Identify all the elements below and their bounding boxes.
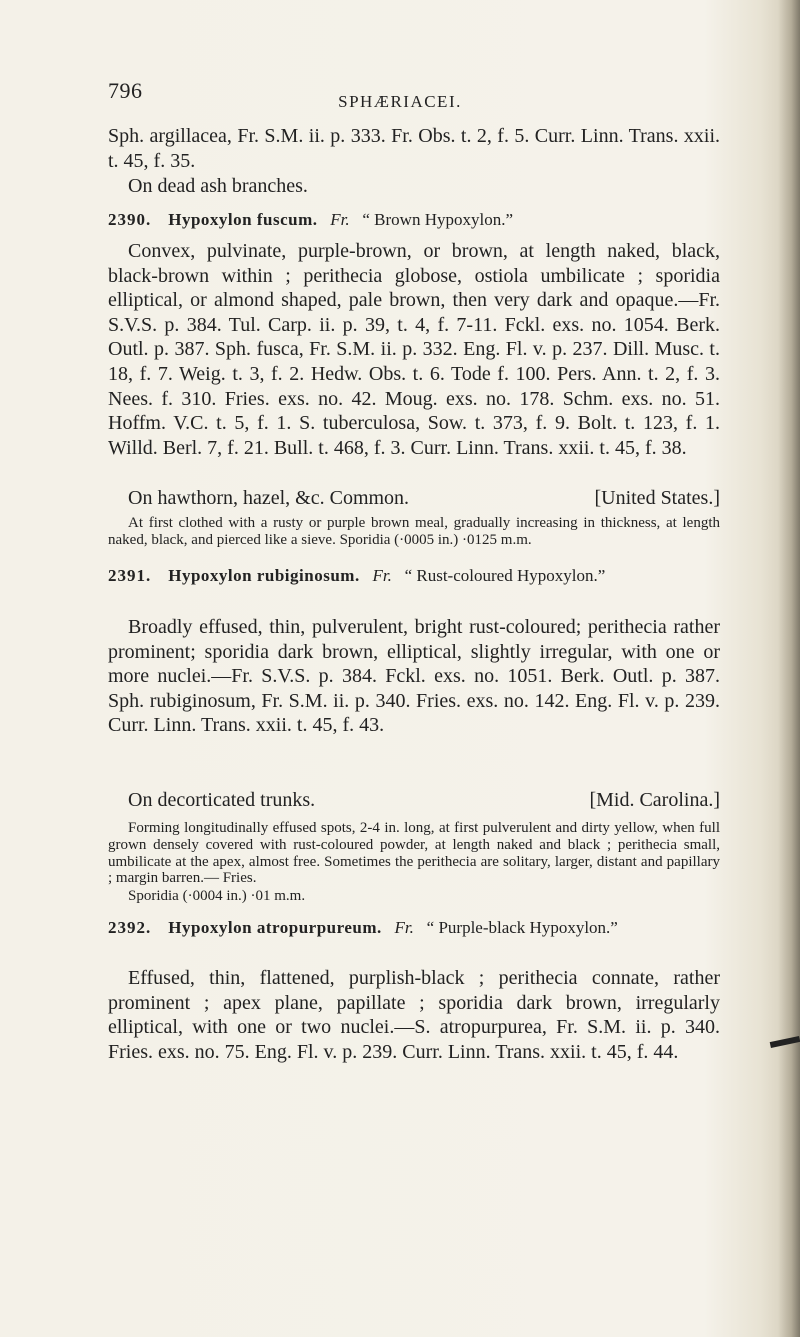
page-number: 796 (108, 78, 143, 103)
habitat-text: On hawthorn, hazel, &c. Common. (128, 487, 410, 509)
running-head: SPHÆRIACEI. (338, 92, 462, 111)
species-entry-2390 (108, 210, 720, 230)
entry-number: 2390. (108, 210, 152, 229)
note-paragraph: Forming longitudinally effused spots, 2-4 in. long, at first pulverulent and dirty yellow, when full grown densely covered with rust-coloured powder, at length naked and black ; perithecia small, umbilicate at the apex, almost free. Sometimes the perithecia are solitary, larger, distant and papillary ; margin barren.— Fries. (108, 820, 720, 887)
species-description: Convex, pulvinate, purple-brown, or brown, at length naked, black, black-brown within ; perithecia globose, ostiola umbilicate ; sporidia elliptical, or almond shaped, pale brown, then very dark and opaque.—Fr. S.V.S. p. 384. Tul. Carp. ii. p. 39, t. 4, f. 7-11. Fckl. exs. no. 1054. Berk. Outl. p. 387. Sph. fusca, Fr. S.M. ii. p. 332. Eng. Fl. v. p. 237. Dill. Musc. t. 18, f. 7. Weig. t. 3, f. 2. Hedw. Obs. t. 6. Tode f. 100. Pers. Ann. t. 2, f. 3. Nees. f. 310. Fries. exs. no. 42. Moug. exs. no. 178. Schm. exs. no. 51. Hoffm. V.C. t. 5, f. 1. S. tuberculosa, Sow. t. 373, f. 9. Bolt. t. 123, f. 1. Willd. Berl. 7, f. 21. Bull. t. 468, f. 3. Curr. Linn. Trans. xxii. t. 45, f. 38. (108, 240, 720, 459)
species-entry-2391 (108, 566, 720, 586)
entry-number: 2392. (108, 918, 152, 937)
page-edge-shadow (778, 0, 800, 1337)
entry-number: 2391. (108, 566, 152, 585)
authority: Fr. (330, 210, 350, 229)
species-name: Hypoxylon rubiginosum. (168, 566, 360, 585)
common-name: “ Brown Hypoxylon.” (362, 210, 513, 229)
habitat-row (108, 486, 720, 510)
common-name: “ Purple-black Hypoxylon.” (426, 918, 618, 937)
common-name: “ Rust-coloured Hypoxylon.” (404, 566, 606, 585)
note-paragraph: At first clothed with a rusty or purple brown meal, gradually increasing in thickness, at length naked, black, and pierced like a sieve. Sporidia (·0005 in.) ·0125 m.m. (108, 515, 720, 548)
species-entry-2392 (108, 918, 720, 938)
habitat-text: On decorticated trunks. (128, 789, 316, 811)
region-text: [Mid. Carolina.] (589, 789, 720, 811)
sporidia-note: Sporidia (·0004 in.) ·01 m.m. (128, 888, 306, 904)
species-name: Hypoxylon atropurpureum. (168, 918, 382, 937)
habitat-line: On dead ash branches. (128, 175, 308, 197)
region-text: [United States.] (594, 487, 720, 509)
species-description: Broadly effused, thin, pulverulent, bright rust-coloured; perithecia rather prominent; sporidia dark brown, elliptical, slightly irregular, with one or more nuclei.—Fr. S.V.S. p. 384. Fckl. exs. no. 1051. Berk. Outl. p. 387. Sph. rubiginosum, Fr. S.M. ii. p. 340. Fries. exs. no. 142. Eng. Fl. v. p. 239. Curr. Linn. Trans. xxii. t. 45, f. 43. (108, 616, 720, 737)
habitat-row (108, 788, 720, 812)
species-description: Effused, thin, flattened, purplish-black ; perithecia connate, rather prominent ; apex plane, papillate ; sporidia dark brown, irregularly elliptical, with one or two nuclei.—S. atropurpurea, Fr. S.M. ii. p. 340. Fries. exs. no. 75. Eng. Fl. v. p. 239. Curr. Linn. Trans. xxii. t. 45, f. 44. (108, 967, 720, 1063)
authority: Fr. (372, 566, 392, 585)
species-name: Hypoxylon fuscum. (168, 210, 318, 229)
citation-block: Sph. argillacea, Fr. S.M. ii. p. 333. Fr. Obs. t. 2, f. 5. Curr. Linn. Trans. xxii. t. 45, f. 35. (108, 125, 720, 172)
authority: Fr. (394, 918, 414, 937)
